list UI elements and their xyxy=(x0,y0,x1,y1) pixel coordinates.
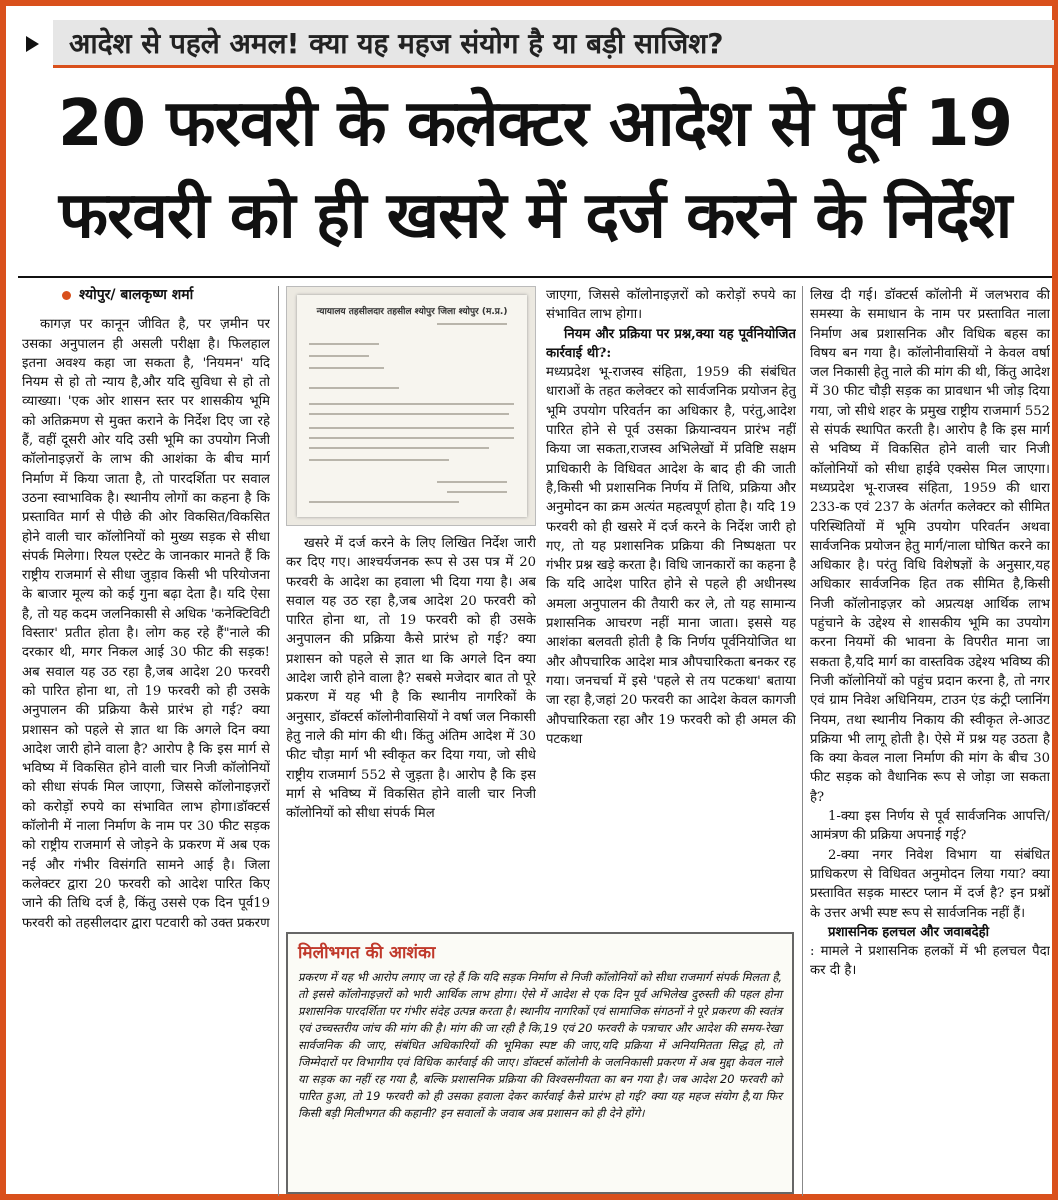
document-sheet xyxy=(297,295,527,517)
kicker-text: आदेश से पहले अमल! क्या यह महज संयोग है या बड़ी साजिश? xyxy=(53,20,1054,68)
column-3-text: मध्यप्रदेश भू-राजस्व संहिता, 1959 की संबंधित धाराओं के तहत कलेक्टर को सार्वजनिक प्रयोजन हेतु भूमि उपयोग परिवर्तन का अधिकार है, परंतु,आदेश पारित होने से पूर्व उसका क्रियान्वयन प्रारंभ नहीं किया जा सकता,राजस्व अभिलेखों में प्रविष्टि सक्षम प्राधिकारी के विधिवत आदेश के बाद ही की जाती है,किसी भी प्रशासनिक निर्णय में तिथि, प्रक्रिया और अनुमोदन का क्रम अत्यंत महत्वपूर्ण होता है। यदि 19 फरवरी को ही खसरे में दर्ज करने के निर्देश जारी हो गए, तो यह प्रशासनिक प्रक्रिया की निष्पक्षता पर गंभीर प्रश्न खड़े करता है। विधि जानकारों का कहना है कि यदि आदेश पारित होने से पहले ही अधीनस्थ अमला अनुपालन की तैयारी कर ले, तो यह सामान्य प्रशासनिक आचरण नहीं माना जाता। इससे यह आशंका बलवती होती है कि निर्णय पूर्वनियोजित था और औपचारिक आदेश मात्र औपचारिकता बनकर रह गया। जनचर्चा में इसे 'पहले से तय पटकथा' बताया जा रहा है,जहां 20 फरवरी का आदेश केवल कागजी औपचारिकता रहा और 19 फरवरी को ही अमल की पटकथा xyxy=(546,365,796,747)
column-4-text: लिख दी गई। डॉक्टर्स कॉलोनी में जलभराव की समस्या के समाधान के नाम पर प्रस्तावित नाला निर्माण अब प्रशासनिक और विधिक बहस का विषय बन गया है। कॉलोनीवासियों ने केवल वर्षा जल निकासी हेतु नाले की मांग की थी, किंतु आदेश में 30 फीट चौड़ी सड़क का प्रावधान भी जोड़ दिया गया, जो सीधे शहर के प्रमुख राष्ट्रीय राजमार्ग 552 से संपर्क स्थापित करती है। आरोप है कि इस मार्ग से भविष्य में विकसित होने वाली चार निजी कॉलोनियों को सीधा हाईवे एक्सेस मिल जाएगा। मध्यप्रदेश भू-राजस्व संहिता, 1959 की धारा 233-क एवं 237 के अंतर्गत कलेक्टर को सीमित परिस्थितियों में भूमि उपयोग परिवर्तन अथवा सार्वजनिक प्रयोजन हेतु मार्ग/नाला घोषित करने का अधिकार है। परंतु विधि विशेषज्ञों के अनुसार,यह अधिकार सार्वजनिक हित तक सीमित है,किसी निजी कॉलोनाइज़र को अप्रत्यक्ष आर्थिक लाभ पहुंचाने के उद्देश्य से शासकीय भूमि का उपयोग करना नियमों की भावना के विपरीत माना जा सकता है,यदि मार्ग का वास्तविक उद्देश्य भविष्य की निजी कॉलोनियों को पहुंच प्रदान करना है, तो नगर एवं ग्राम निवेश अधिनियम, टाउन एंड कंट्री प्लानिंग नियम, तथा स्थानीय निकाय की स्वीकृत ले-आउट प्रक्रिया भी लागू होती है। ऐसे में प्रश्न यह उठता है कि क्या केवल नाला निर्माण की मांग के बीच 30 फीट सड़क को वैधानिक रूप से जोड़ा जा सकता है? xyxy=(810,288,1050,805)
column-divider xyxy=(802,286,803,1196)
question-1: 1-क्या इस निर्णय से पूर्व सार्वजनिक आपत्ति/आमंत्रण की प्रक्रिया अपनाई गई? xyxy=(810,809,1050,844)
document-photo xyxy=(286,286,536,526)
play-arrow-icon xyxy=(26,36,39,52)
column-4-subhead: प्रशासनिक हलचल और जवाबदेही xyxy=(828,924,990,940)
document-heading: न्यायालय तहसीलदार तहसील श्योपुर जिला श्योपुर (म.प्र.) xyxy=(316,307,508,317)
box-title: मिलीभगत की आशंका xyxy=(298,943,436,963)
box-body: प्रकरण में यह भी आरोप लगाए जा रहे हैं कि यदि सड़क निर्माण से निजी कॉलोनियों को सीधा राजमार्ग संपर्क मिलता है, तो इससे कॉलोनाइज़रों को भारी आर्थिक लाभ होगा। ऐसे में आदेश से एक दिन पूर्व अभिलेख दुरुस्ती की पहल होना प्रशासनिक पारदर्शिता पर गंभीर संदेह उत्पन्न करता है। स्थानीय नागरिकों एवं सामाजिक संगठनों ने पूरे प्रकरण की स्वतंत्र एवं उच्चस्तरीय जांच की मांग की है। मांग की जा रही है कि,19 एवं 20 फरवरी के पत्राचार और आदेश की समय-रेखा सार्वजनिक की जाए, संबंधित अधिकारियों की भूमिका स्पष्ट की जाए,यदि प्रक्रिया में अनियमितता सिद्ध हो, तो जिम्मेदारों पर विभागीय एवं विधिक कार्रवाई की जाए। डॉक्टर्स कॉलोनी के जलनिकासी प्रकरण में अब मुद्दा केवल नाले या सड़क का नहीं रह गया है, बल्कि प्रशासनिक प्रक्रिया की विश्वसनीयता का बन गया है। जब आदेश 20 फरवरी को पारित हुआ, तो 19 फरवरी को ही उसका हवाला देकर कार्रवाई कैसे प्रारंभ हो गई? क्या यह महज संयोग है,या फिर किसी बड़ी मिलीभगत की कहानी? इन सवालों के जवाब अब प्रशासन को ही देने होंगे। xyxy=(298,970,782,1120)
kicker-bar xyxy=(14,14,1054,74)
column-4 xyxy=(810,286,1050,1196)
byline xyxy=(62,286,270,305)
headline: 20 फरवरी के कलेक्टर आदेश से पूर्व 19 फरवरी को ही खसरे में दर्ज करने के निर्देश xyxy=(57,87,1013,253)
column-3-subhead: नियम और प्रक्रिया पर प्रश्न,क्या यह पूर्वनियोजित कार्रवाई थी?: xyxy=(546,326,796,361)
column-divider xyxy=(278,286,279,1196)
column-1 xyxy=(22,286,270,1196)
column-1-text: कागज़ पर कानून जीवित है, पर ज़मीन पर उसका अनुपालन ही असली परीक्षा है। फिलहाल इतना अवश्य कहा जा सकता है, 'नियमन' यदि नियम से हो तो न्याय है,और यदि सुविधा से हो तो व्याख्या। 'एक ओर शासन स्तर पर शासकीय भूमि को अतिक्रमण से मुक्त कराने के निर्देश दिए जा रहे हैं, वहीं दूसरी ओर यदि उसी भूमि का उपयोग निजी कॉलोनाइज़रों के लाभ की आशंका के बीच मार्ग निर्माण में किया जाता है, तो पारदर्शिता पर सवाल उठना स्वाभाविक है। स्थानीय लोगों का कहना है कि प्रस्तावित मार्ग से पीछे की ओर विकसित/विकसित होने वाली चार कॉलोनियों को मुख्य सड़क से सीधा संपर्क मिलेगा। रियल एस्टेट के जानकार मानते हैं कि राष्ट्रीय राजमार्ग से सीधा जुड़ाव किसी भी परियोजना के बाजार मूल्य को कई गुना बढ़ा देता है। यदि ऐसा है, तो यह कदम जलनिकासी से अधिक 'कनेक्टिविटी विस्तार' प्रतीत होता है। लोग कह रहे हैं"नाले की दरकार थी, मगर निकल आई 30 फीट की सड़क! अब सवाल यह उठ रहा है,जब आदेश 20 फरवरी को पारित होना था, तो 19 फरवरी को ही उसके अनुपालन की प्रक्रिया कैसे प्रारंभ हो गई? क्या प्रशासन को पहले से ज्ञात था कि अगले दिन क्या आदेश जारी होने वाला है? आरोप है कि इस मार्ग से भविष्य में विकसित होने वाली चार निजी कॉलोनियों को सीधा संपर्क मिल जाएगा, जिससे कॉलोनाइज़रों को करोड़ों रुपये का संभावित लाभ होगा।डॉक्टर्स कॉलोनी में नाला निर्माण के नाम पर 30 फीट सड़क को राष्ट्रीय राजमार्ग से जोड़ने के प्रकरण में अब एक नई और गंभीर विसंगति सामने आई है। जिला कलेक्टर द्वारा 20 फरवरी को आदेश पारित किए जाने की तिथि दर्ज है, किंतु उससे एक दिन पूर्व19 फरवरी को तहसीलदार द्वारा पटवारी को उक्त प्रकरण xyxy=(22,317,270,931)
column-4-end: : मामले ने प्रशासनिक हलकों में भी हलचल पैदा कर दी है। xyxy=(810,944,1050,979)
headline-rule xyxy=(18,276,1052,278)
column-2-text: खसरे में दर्ज करने के लिए लिखित निर्देश जारी कर दिए गए। आश्चर्यजनक रूप से उस पत्र में 20 फरवरी के आदेश का हवाला भी दिया गया है। अब सवाल यह उठ रहा है,जब आदेश 20 फरवरी को पारित होना था, तो 19 फरवरी को ही उसके अनुपालन की प्रक्रिया कैसे प्रारंभ हो गई? क्या प्रशासन को पहले से ज्ञात था कि अगले दिन क्या आदेश जारी होने वाला है? सबसे मजेदार बात तो पूरे प्रकरण में यह भी है कि स्थानीय नागरिकों के अनुसार, डॉक्टर्स कॉलोनीवासियों ने वर्षा जल निकासी हेतु नाले की मांग की थी। किंतु अंतिम आदेश में 30 फीट चौड़ा मार्ग भी स्वीकृत कर दिया गया, जो सीधे राष्ट्रीय राजमार्ग 552 से जुड़ता है। आरोप है कि इस मार्ग से भविष्य में विकसित होने वाली चार निजी कॉलोनियों को सीधा संपर्क मिल xyxy=(286,536,536,822)
bullet-icon xyxy=(62,291,71,300)
column-3-intro: जाएगा, जिससे कॉलोनाइज़रों को करोड़ों रुपये का संभावित लाभ होगा। xyxy=(546,288,796,323)
question-2: 2-क्या नगर निवेश विभाग या संबंधित प्राधिकरण से विधिवत अनुमोदन लिया गया? क्या प्रस्तावित सड़क मास्टर प्लान में दर्ज है? इन प्रश्नों के उत्तर अभी स्पष्ट रूप से सार्वजनिक नहीं हैं। xyxy=(810,847,1050,921)
sidebar-box xyxy=(286,932,794,1194)
byline-text: श्योपुर/ बालकृष्ण शर्मा xyxy=(79,287,194,303)
